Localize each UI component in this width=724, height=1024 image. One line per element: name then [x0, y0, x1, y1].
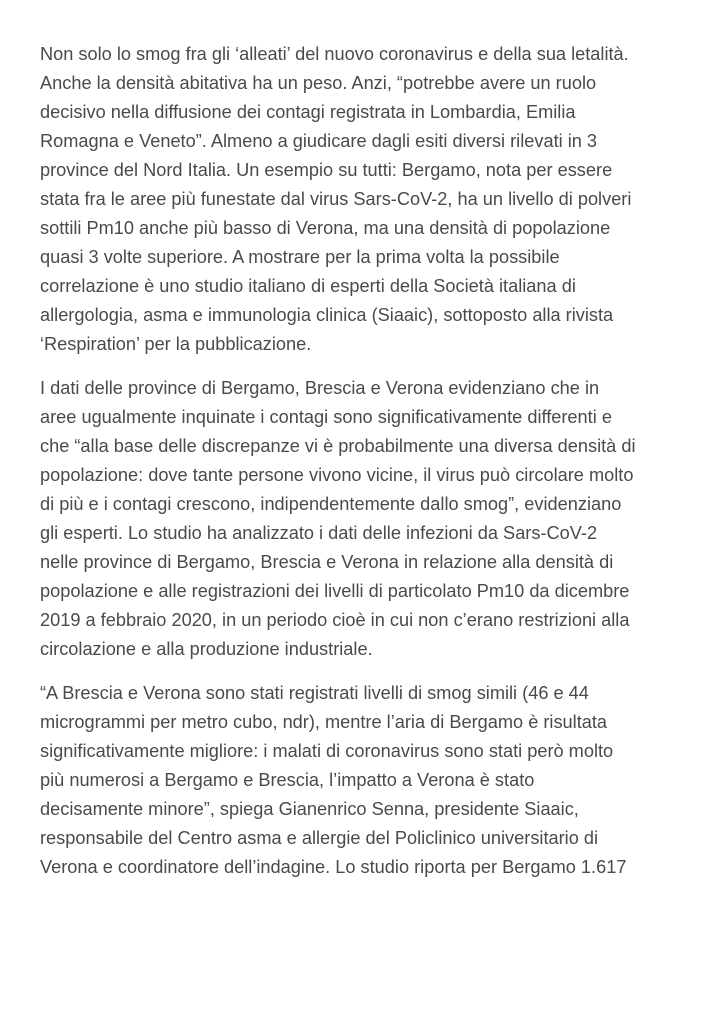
text-line: quasi 3 volte superiore. A mostrare per la prima volta la possibile	[40, 247, 560, 267]
text-line: decisamente minore”, spiega Gianenrico Senna, presidente Siaaic,	[40, 799, 579, 819]
text-line: popolazione: dove tante persone vivono vicine, il virus può circolare molto	[40, 465, 634, 485]
text-line: responsabile del Centro asma e allergie del Policlinico universitario di	[40, 828, 599, 848]
text-line: nelle province di Bergamo, Brescia e Verona in relazione alla densità di	[40, 552, 614, 572]
text-line: significativamente migliore: i malati di coronavirus sono stati però molto	[40, 741, 614, 761]
text-line: Romagna e Veneto”. Almeno a giudicare dagli esiti diversi rilevati in 3	[40, 131, 598, 151]
text-line: di più e i contagi crescono, indipendentemente dallo smog”, evidenziano	[40, 494, 622, 514]
paragraph-1	[40, 40, 720, 359]
paragraph-3	[40, 679, 720, 882]
paragraph-2	[40, 374, 720, 664]
text-line: “A Brescia e Verona sono stati registrati livelli di smog simili (46 e 44	[40, 683, 589, 703]
article-body	[40, 40, 720, 897]
text-line: sottili Pm10 anche più basso di Verona, ma una densità di popolazione	[40, 218, 611, 238]
text-line: più numerosi a Bergamo e Brescia, l’impatto a Verona è stato	[40, 770, 535, 790]
text-line: allergologia, asma e immunologia clinica (Siaaic), sottoposto alla rivista	[40, 305, 614, 325]
text-line: province del Nord Italia. Un esempio su tutti: Bergamo, nota per essere	[40, 160, 613, 180]
text-line: 2019 a febbraio 2020, in un periodo cioè in cui non c’erano restrizioni alla	[40, 610, 630, 630]
text-line: popolazione e alle registrazioni dei livelli di particolato Pm10 da dicembre	[40, 581, 630, 601]
text-line: gli esperti. Lo studio ha analizzato i dati delle infezioni da Sars-CoV-2	[40, 523, 598, 543]
text-line: stata fra le aree più funestate dal virus Sars-CoV-2, ha un livello di polveri	[40, 189, 632, 209]
text-line: Non solo lo smog fra gli ‘alleati’ del nuovo coronavirus e della sua letalità.	[40, 44, 629, 64]
text-line: Verona e coordinatore dell’indagine. Lo studio riporta per Bergamo 1.617	[40, 857, 627, 877]
text-line: aree ugualmente inquinate i contagi sono significativamente differenti e	[40, 407, 612, 427]
text-line: ‘Respiration’ per la pubblicazione.	[40, 334, 312, 354]
text-line: che “alla base delle discrepanze vi è probabilmente una diversa densità di	[40, 436, 636, 456]
text-line: correlazione è uno studio italiano di esperti della Società italiana di	[40, 276, 576, 296]
text-line: I dati delle province di Bergamo, Brescia e Verona evidenziano che in	[40, 378, 600, 398]
text-line: Anche la densità abitativa ha un peso. Anzi, “potrebbe avere un ruolo	[40, 73, 597, 93]
text-line: decisivo nella diffusione dei contagi registrata in Lombardia, Emilia	[40, 102, 576, 122]
text-line: circolazione e alla produzione industriale.	[40, 639, 373, 659]
text-line: microgrammi per metro cubo, ndr), mentre l’aria di Bergamo è risultata	[40, 712, 608, 732]
